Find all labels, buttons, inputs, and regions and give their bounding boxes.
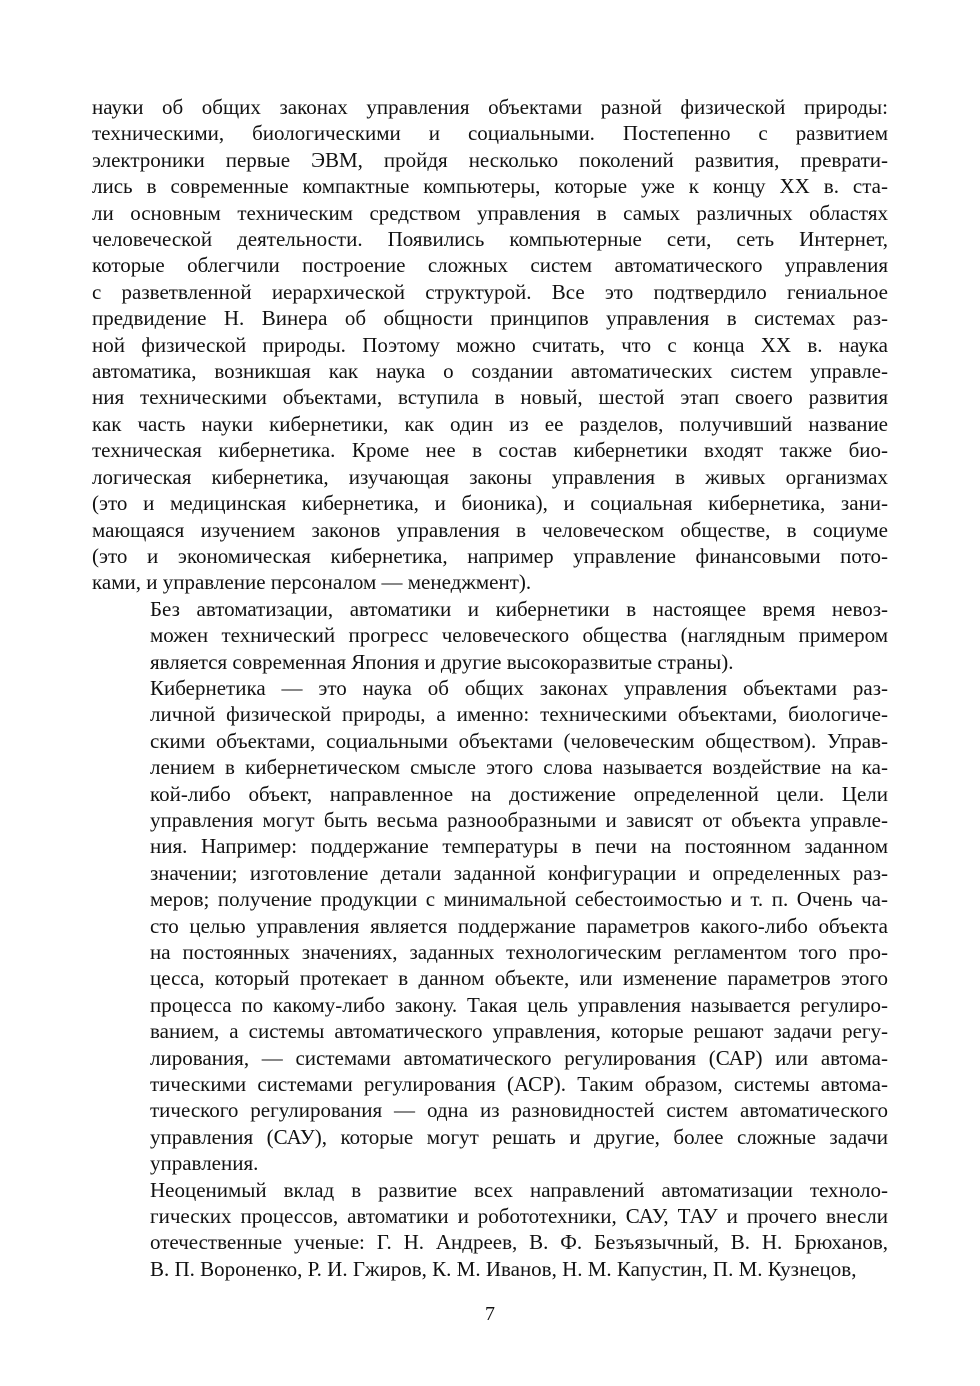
text-line: кой-либо объект, направленное на достижение определенной цели. Цели [150, 781, 888, 806]
text-line: меров; получение продукции с минимальной себестоимостью и т. п. Очень ча- [150, 887, 888, 912]
text-line: Без автоматизации, автоматики и кибернетики в настоящее время невоз- [150, 596, 888, 621]
text-line: с разветвленной иерархической структурой. Все это подтвердило гениальное [92, 279, 888, 304]
paragraph-3 [92, 675, 888, 1177]
text-line: ной физической природы. Поэтому можно считать, что с конца XX в. наука [92, 332, 888, 357]
text-line: Неоценимый вклад в развитие всех направлений автоматизации техноло- [150, 1177, 888, 1202]
text-line: личной физической природы, а именно: техническими объектами, биологиче- [150, 702, 888, 727]
text-line: является современная Япония и другие высокоразвитые страны). [150, 649, 734, 674]
page-body [92, 94, 888, 1282]
text-line: как часть науки кибернетики, как один из ее разделов, получивший название [92, 411, 888, 436]
paragraph-4 [92, 1177, 888, 1283]
text-line: тического регулирования — одна из разновидностей систем автоматического [150, 1098, 888, 1123]
text-line: В. П. Вороненко, Р. И. Гжиров, К. М. Иванов, Н. М. Капустин, П. М. Кузнецов, [150, 1256, 857, 1281]
text-line: на постоянных значениях, заданных технологическим регламентом того про- [150, 940, 888, 964]
text-line: сто целью управления является поддержание параметров какого-либо объекта [150, 913, 888, 938]
text-line: которые облегчили построение сложных систем автоматического управления [92, 253, 888, 278]
text-line: человеческой деятельности. Появились компьютерные сети, сеть Интернет, [92, 227, 888, 252]
text-line: автоматика, возникшая как наука о создании автоматических систем управле- [92, 359, 888, 384]
text-line: лись в современные компактные компьютеры, которые уже к концу XX в. ста- [92, 174, 888, 199]
text-line: гических процессов, автоматики и робототехники, САУ, ТАУ и прочего внесли [150, 1204, 888, 1229]
text-line: цесса, который протекает в данном объекте, или изменение параметров этого [150, 966, 888, 991]
text-line: (это и медицинская кибернетика, и бионика), и социальная кибернетика, зани- [92, 491, 888, 516]
text-line: управления (САУ), которые могут решать и другие, более сложные задачи [150, 1124, 888, 1149]
text-line: электроники первые ЭВМ, пройдя несколько поколений развития, преврати- [92, 147, 888, 172]
text-line: тическими системами регулирования (АСР). Таким образом, системы автома- [150, 1072, 888, 1097]
text-line: техническими, биологическими и социальными. Постепенно с развитием [92, 121, 888, 146]
text-line: техническая кибернетика. Кроме нее в состав кибернетики входят также био- [92, 438, 888, 463]
text-line: лением в кибернетическом смысле этого слова называется воздействие на ка- [150, 755, 888, 780]
text-line: логическая кибернетика, изучающая законы управления в живых организмах [92, 464, 888, 489]
text-line: отечественные ученые: Г. Н. Андреев, В. Ф. Безъязычный, В. Н. Брюханов, [150, 1230, 888, 1255]
text-line: управления могут быть весьма разнообразными и зависят от объекта управле- [150, 807, 888, 832]
text-line: скими объектами, социальными объектами (человеческим обществом). Управ- [150, 728, 888, 753]
text-line: значении; изготовление детали заданной конфигурации и определенных раз- [150, 860, 888, 885]
text-line: Кибернетика — это наука об общих законах управления объектами раз- [150, 675, 888, 700]
page-number: 7 [485, 1303, 495, 1325]
text-line: управления. [150, 1151, 259, 1176]
paragraph-1 [92, 94, 888, 596]
text-line: мающаяся изучением законов управления в человеческом обществе, в социуме [92, 517, 888, 542]
text-line: ния техническими объектами, вступила в новый, шестой этап своего развития [92, 385, 888, 410]
text-line: ванием, а системы автоматического управления, которые решают задачи регу- [150, 1019, 888, 1044]
text-line: лирования, — системами автоматического регулирования (САР) или автома- [150, 1045, 888, 1070]
paragraph-2 [92, 596, 888, 675]
text-line: процесса по какому-либо закону. Такая цель управления называется регулиро- [150, 992, 888, 1017]
text-line: науки об общих законах управления объектами разной физической природы: [92, 95, 888, 119]
text-line: (это и экономическая кибернетика, например управление финансовыми пото- [92, 543, 888, 568]
text-line: можен технический прогресс человеческого общества (наглядным примером [150, 623, 888, 648]
text-line: ли основным техническим средством управления в самых различных областях [92, 200, 888, 225]
text-line: предвидение Н. Винера об общности принципов управления в системах раз- [92, 306, 888, 331]
text-line: ками, и управление персоналом — менеджмент). [92, 570, 532, 595]
text-line: ния. Например: поддержание температуры в печи на постоянном заданном [150, 834, 888, 859]
